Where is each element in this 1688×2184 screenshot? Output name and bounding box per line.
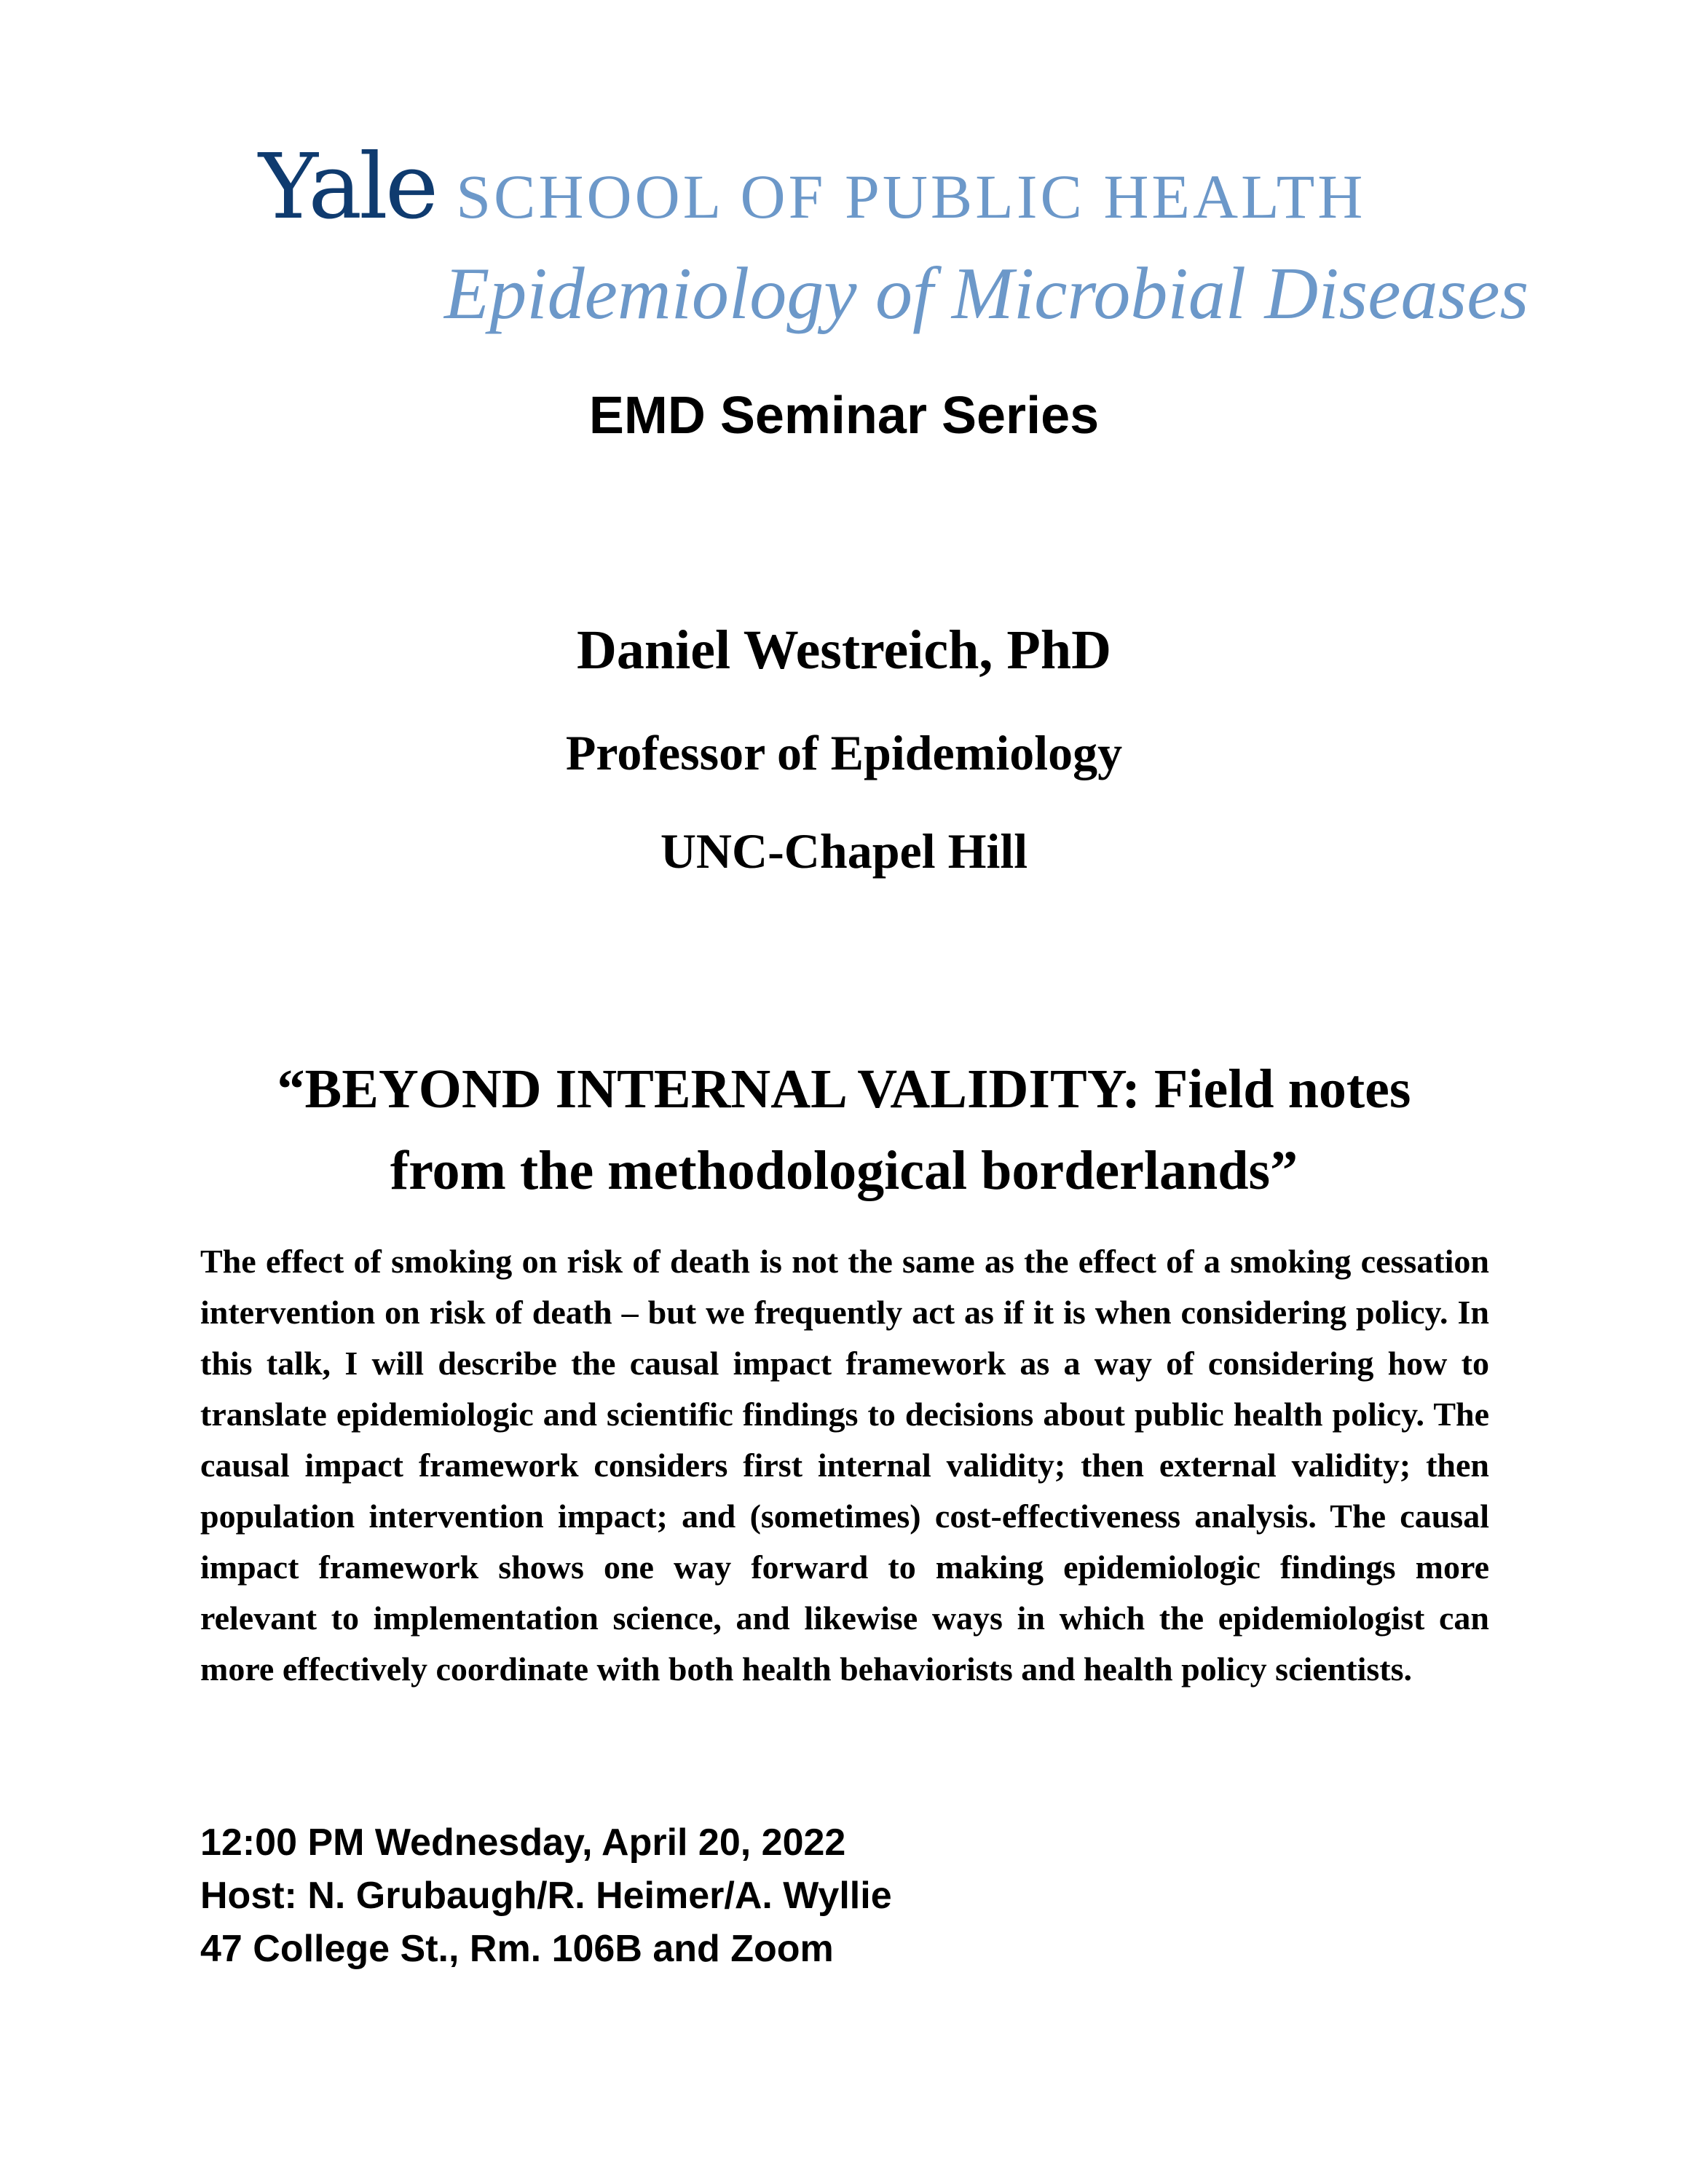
event-host: Host: N. Grubaugh/R. Heimer/A. Wyllie	[200, 1875, 892, 1917]
logo-line	[259, 135, 1438, 251]
department-name: Epidemiology of Microbial Diseases	[444, 253, 1529, 335]
talk-title-line-1: “BEYOND INTERNAL VALIDITY: Field notes	[277, 1059, 1411, 1120]
event-datetime: 12:00 PM Wednesday, April 20, 2022	[200, 1821, 846, 1864]
series-title: EMD Seminar Series	[588, 387, 1100, 445]
speaker-name: Daniel Westreich, PhD	[577, 620, 1111, 681]
talk-title	[0, 1048, 1688, 1211]
yale-wordmark: Yale	[259, 135, 436, 240]
speaker-institution: UNC-Chapel Hill	[660, 823, 1028, 879]
talk-title-line-2: from the methodological borderlands”	[390, 1140, 1298, 1201]
school-name: SCHOOL OF PUBLIC HEALTH	[456, 162, 1366, 232]
yale-sph-logo	[259, 135, 1529, 335]
speaker-title: Professor of Epidemiology	[565, 725, 1123, 780]
talk-abstract: The effect of smoking on risk of death is not the same as the effect of a smoking cessation intervention on risk of death – but we frequently act as if it is when considering policy. In this talk, I will describe the causal impact framework as a way of considering how to translate epidemiologic and scientific findings to decisions about public health policy. The causal impact framework considers first internal validity; then external validity; then population intervention impact; and (sometimes) cost-effectiveness analysis. The causal impact framework shows one way forward to making epidemiologic findings more relevant to implementation science, and likewise ways in which the epidemiologist can more effectively coordinate with both health behaviorists and health policy scientists.	[200, 1243, 1489, 1688]
event-details	[200, 1816, 892, 1976]
event-location: 47 College St., Rm. 106B and Zoom	[200, 1928, 834, 1970]
